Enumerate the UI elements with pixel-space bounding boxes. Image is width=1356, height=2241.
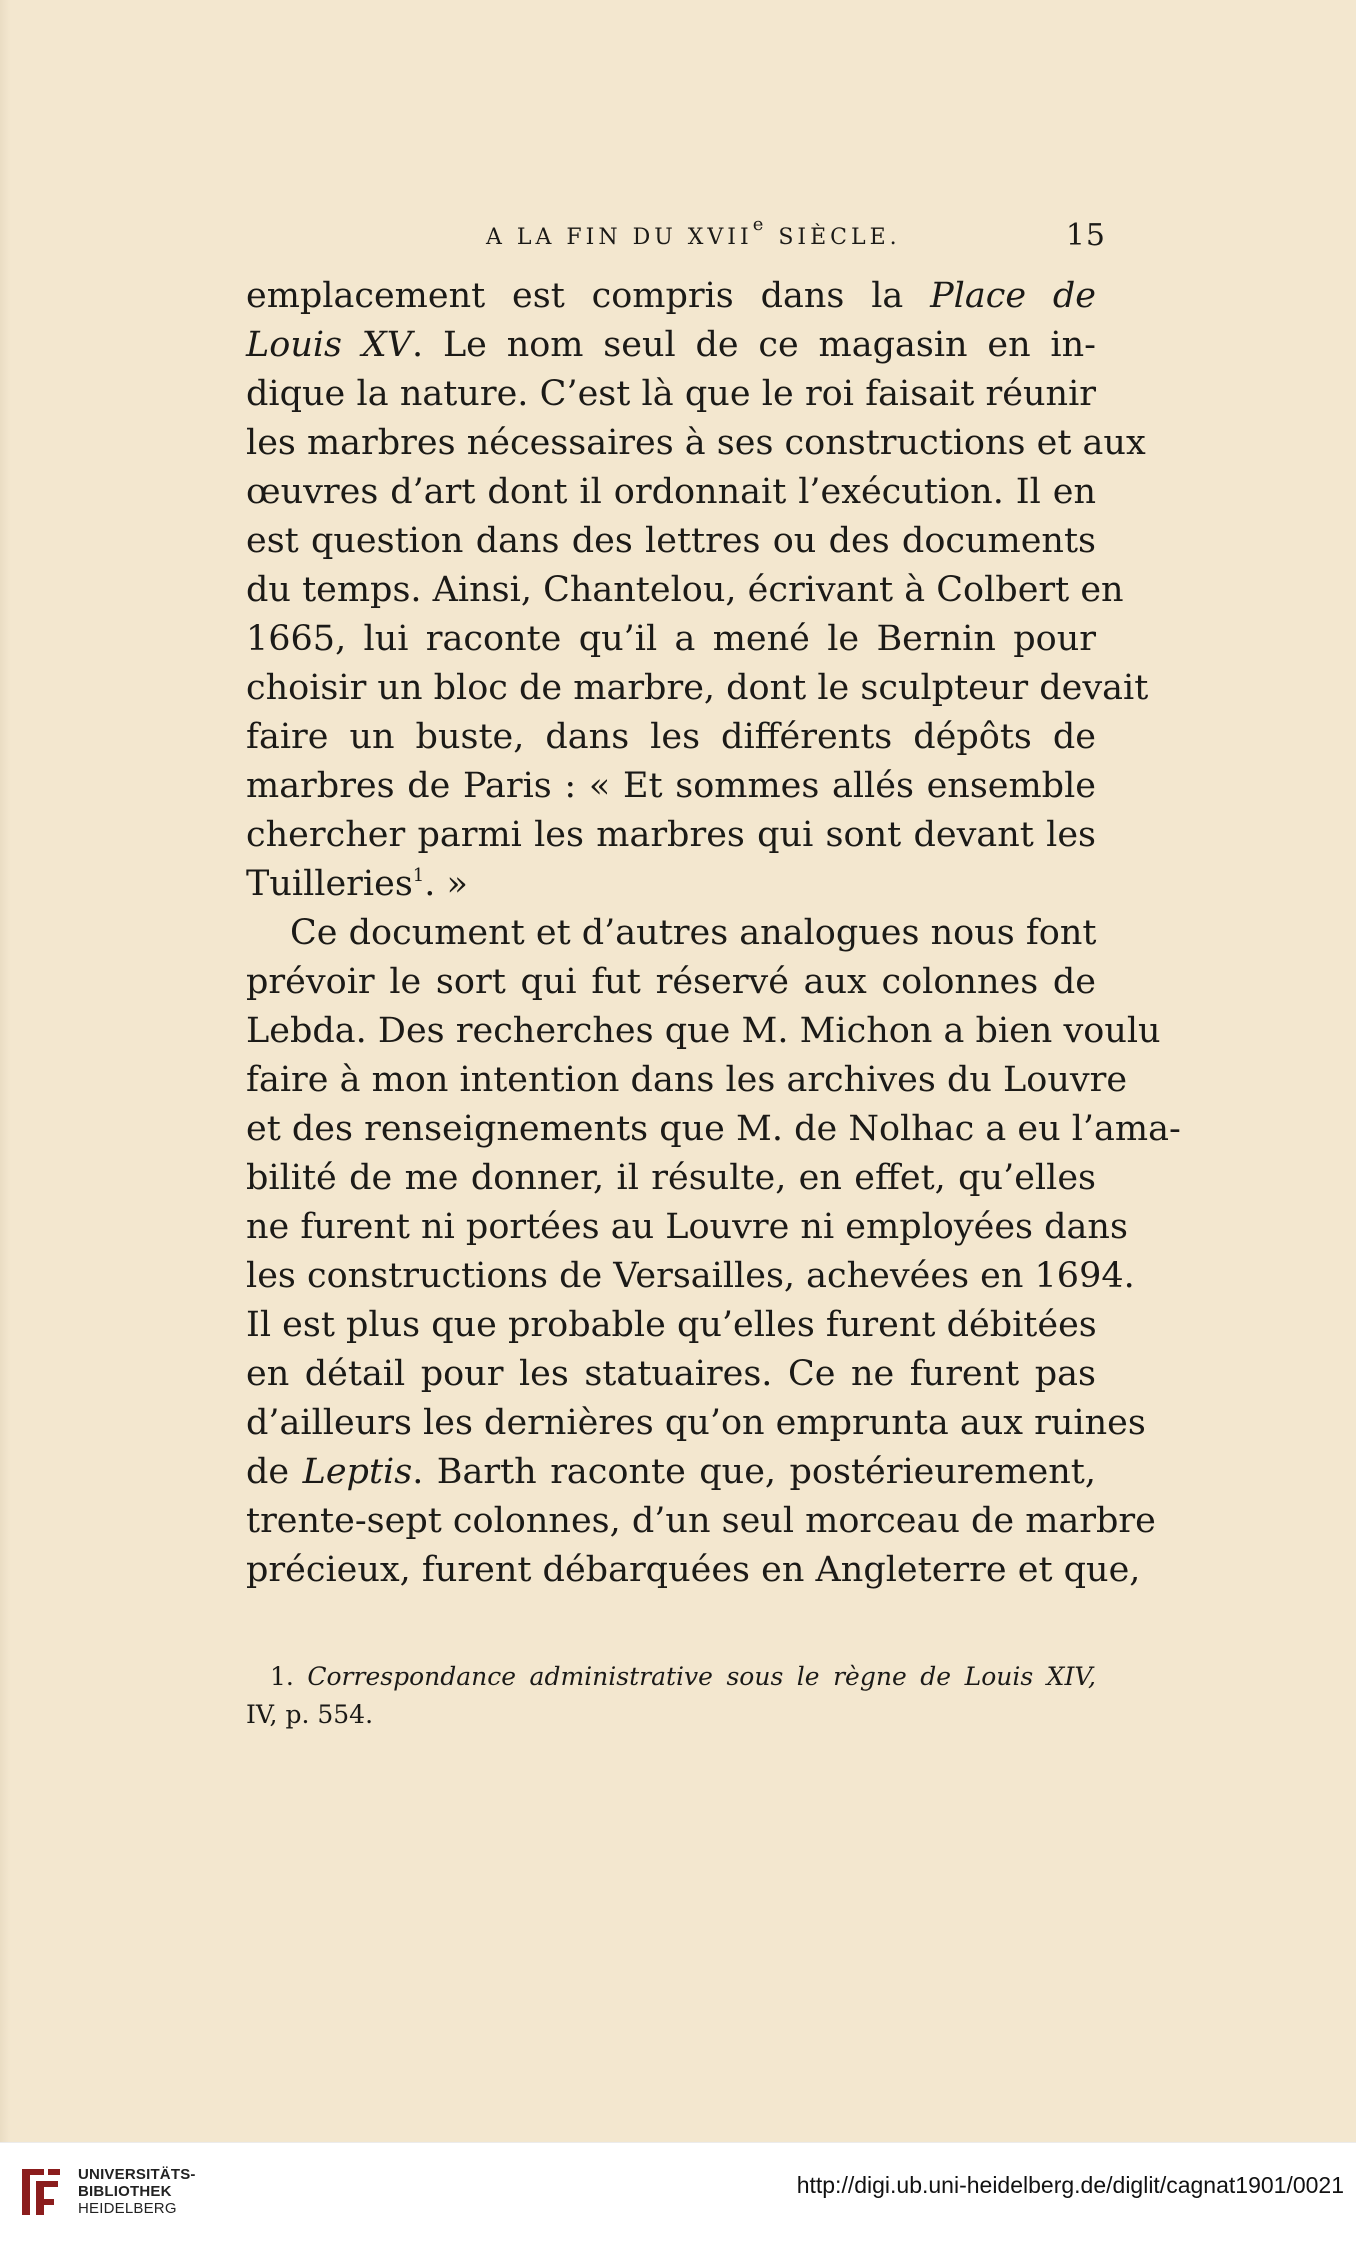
text-line-paragraph-start: Ce document et d’autres analogues nous font bbox=[290, 913, 1097, 953]
text-line: trente-sept colonnes, d’un seul morceau de marbre bbox=[246, 1501, 1156, 1541]
text-line: dique la nature. C’est là que le roi faisait réunir bbox=[246, 374, 1096, 414]
text-line: en détail pour les statuaires. Ce ne furent pas bbox=[246, 1354, 1096, 1394]
text-line: du temps. Ainsi, Chantelou, écrivant à Colbert en bbox=[246, 570, 1124, 610]
text-run: Tuilleries bbox=[246, 864, 413, 904]
text-line: et des renseignements que M. de Nolhac a eu l’ama- bbox=[246, 1109, 1181, 1149]
library-name bbox=[78, 2166, 196, 2217]
italic-text-run: Louis XV bbox=[246, 325, 413, 365]
footnote-line: IV, p. 554. bbox=[246, 1700, 374, 1729]
text-line: bilité de me donner, il résulte, en effet, qu’elles bbox=[246, 1158, 1096, 1198]
footnote-reference: 1 bbox=[412, 865, 425, 886]
running-title-superscript: e bbox=[752, 214, 768, 235]
footnote bbox=[246, 1658, 1096, 1734]
running-title bbox=[486, 214, 901, 258]
text-run: . Barth raconte que, postérieurement, bbox=[412, 1452, 1096, 1492]
text-line bbox=[246, 1448, 1096, 1497]
page-edge-shadow bbox=[0, 0, 10, 2142]
italic-text-run: Leptis bbox=[302, 1452, 413, 1492]
text-line: est question dans des lettres ou des documents bbox=[246, 521, 1096, 561]
body-text bbox=[246, 272, 1181, 1595]
text-run: . Le nom seul de ce magasin en in- bbox=[412, 325, 1096, 365]
text-line: chercher parmi les marbres qui sont devant les bbox=[246, 815, 1096, 855]
running-title-text: A LA FIN DU XVII bbox=[486, 225, 753, 250]
text-line: choisir un bloc de marbre, dont le sculpteur devait bbox=[246, 668, 1149, 708]
footnote-number: 1. bbox=[270, 1662, 308, 1691]
library-name-line: HEIDELBERG bbox=[78, 2200, 177, 2217]
digitization-footer bbox=[0, 2142, 1356, 2241]
footnote-line bbox=[246, 1658, 1096, 1696]
library-name-line: UNIVERSITÄTS- bbox=[78, 2166, 196, 2183]
footnote-title: Correspondance administrative sous le règne de Louis XIV, bbox=[307, 1662, 1096, 1691]
running-title-text-end: SIÈCLE. bbox=[767, 225, 901, 250]
text-line: faire un buste, dans les différents dépôts de bbox=[246, 717, 1096, 757]
text-line: Il est plus que probable qu’elles furent débitées bbox=[246, 1305, 1097, 1345]
text-line: précieux, furent débarquées en Angleterre et que, bbox=[246, 1550, 1141, 1590]
text-line: les constructions de Versailles, achevées en 1694. bbox=[246, 1256, 1135, 1296]
library-name-line: BIBLIOTHEK bbox=[78, 2183, 172, 2200]
page-number: 15 bbox=[1065, 218, 1106, 253]
text-line: faire à mon intention dans les archives du Louvre bbox=[246, 1060, 1128, 1100]
text-line: prévoir le sort qui fut réservé aux colonnes de bbox=[246, 962, 1096, 1002]
text-line-paragraph-end bbox=[246, 860, 1096, 909]
text-line: 1665, lui raconte qu’il a mené le Bernin pour bbox=[246, 619, 1096, 659]
text-line: d’ailleurs les dernières qu’on emprunta aux ruines bbox=[246, 1403, 1146, 1443]
text-line: les marbres nécessaires à ses constructions et aux bbox=[246, 423, 1146, 463]
text-line: œuvres d’art dont il ordonnait l’exécution. Il en bbox=[246, 472, 1096, 512]
italic-text-run: Place de bbox=[930, 276, 1097, 316]
text-line: ne furent ni portées au Louvre ni employées dans bbox=[246, 1207, 1128, 1247]
text-line bbox=[246, 272, 1096, 321]
text-run: . » bbox=[424, 864, 468, 904]
source-url-link[interactable]: http://digi.ub.uni-heidelberg.de/diglit/cagnat1901/0021 bbox=[796, 2172, 1344, 2198]
text-run: emplacement est compris dans la bbox=[246, 276, 931, 316]
text-line: Lebda. Des recherches que M. Michon a bien voulu bbox=[246, 1011, 1161, 1051]
university-library-logo-icon bbox=[14, 2161, 66, 2223]
running-head bbox=[486, 214, 1110, 258]
text-line: marbres de Paris : « Et sommes allés ensemble bbox=[246, 766, 1096, 806]
text-run: de bbox=[246, 1452, 303, 1492]
text-line bbox=[246, 321, 1096, 370]
